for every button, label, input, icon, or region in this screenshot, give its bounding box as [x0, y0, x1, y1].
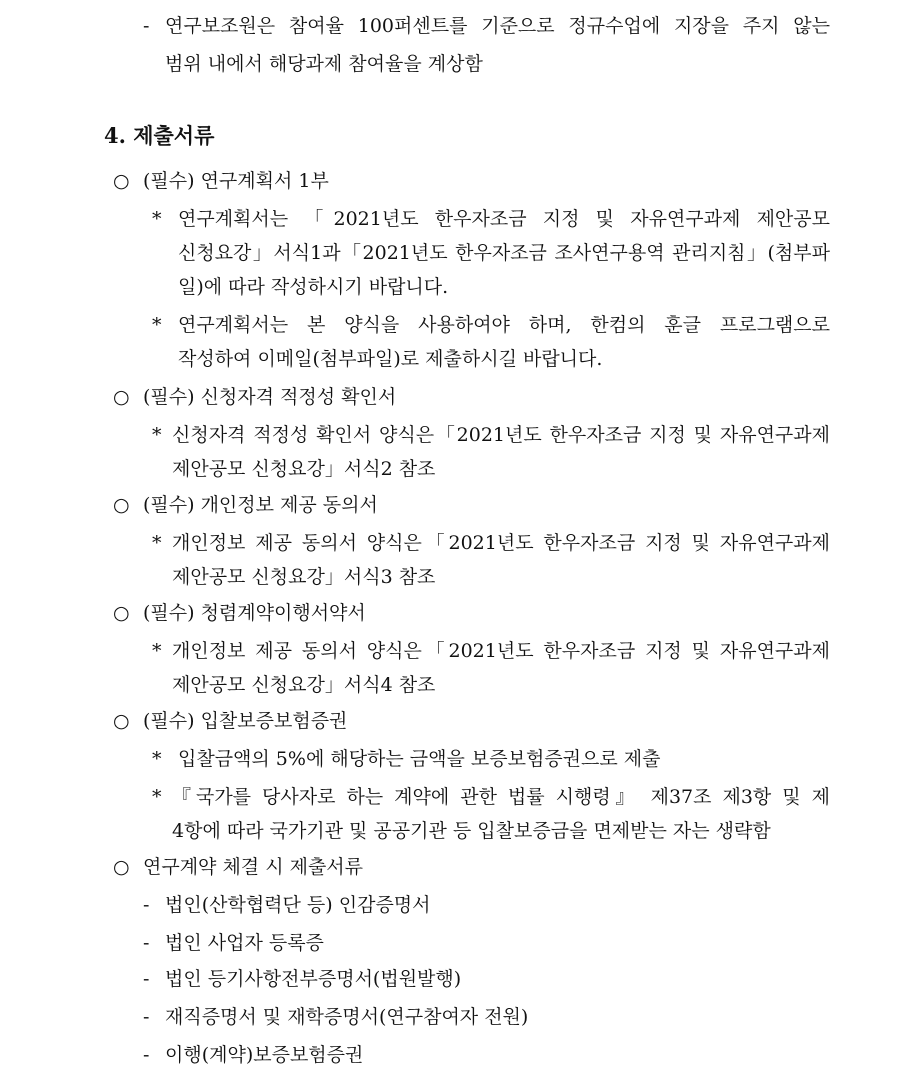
item-bullet: ○	[113, 710, 130, 732]
note-mark: *	[152, 208, 162, 230]
item-title-privacy-consent: (필수) 개인정보 제공 동의서	[143, 494, 378, 516]
item-title-integrity-pledge: (필수) 청렴계약이행서약서	[143, 602, 366, 624]
note-mark: *	[152, 786, 162, 808]
note-line: 신청요강」서식1과「2021년도 한우자조금 조사연구용역 관리지침」(첨부파	[178, 242, 830, 264]
item-title-research-plan: (필수) 연구계획서 1부	[143, 170, 329, 192]
note-line: 개인정보 제공 동의서 양식은「2021년도 한우자조금 지정 및 자유연구과제	[172, 532, 830, 554]
dash-item: 재직증명서 및 재학증명서(연구참여자 전원)	[165, 1006, 529, 1028]
dash-mark: -	[143, 932, 150, 954]
note-line: 작성하여 이메일(첨부파일)로 제출하시길 바랍니다.	[178, 348, 603, 370]
intro-dash: -	[143, 15, 150, 37]
note-line: 개인정보 제공 동의서 양식은「2021년도 한우자조금 지정 및 자유연구과제	[172, 640, 830, 662]
note-line: 4항에 따라 국가기관 및 공공기관 등 입찰보증금을 면제받는 자는 생략함	[172, 820, 771, 842]
dash-item: 법인 사업자 등록증	[165, 932, 324, 954]
note-mark: *	[152, 748, 162, 770]
item-bullet: ○	[113, 856, 130, 878]
note-mark: *	[152, 314, 162, 336]
note-mark: *	[152, 532, 162, 554]
note-mark: *	[152, 424, 162, 446]
item-bullet: ○	[113, 494, 130, 516]
section-title: 4. 제출서류	[104, 123, 215, 148]
note-line: 연구계획서는 본 양식을 사용하여야 하며, 한컴의 훈글 프로그램으로	[178, 314, 830, 336]
intro-line-1: 연구보조원은 참여율 100퍼센트를 기준으로 정규수업에 지장을 주지 않는	[165, 15, 830, 37]
intro-line-2: 범위 내에서 해당과제 참여율을 계상함	[165, 53, 483, 75]
item-bullet: ○	[113, 602, 130, 624]
dash-mark: -	[143, 968, 150, 990]
note-line: 제안공모 신청요강」서식3 참조	[172, 566, 436, 588]
dash-mark: -	[143, 1044, 150, 1066]
note-line: 제안공모 신청요강」서식4 참조	[172, 674, 436, 696]
item-title-bid-bond: (필수) 입찰보증보험증권	[143, 710, 348, 732]
note-line: 신청자격 적정성 확인서 양식은「2021년도 한우자조금 지정 및 자유연구과제	[172, 424, 830, 446]
note-line: 입찰금액의 5%에 해당하는 금액을 보증보험증권으로 제출	[178, 748, 661, 770]
dash-mark: -	[143, 894, 150, 916]
note-line: 연구계획서는 「2021년도 한우자조금 지정 및 자유연구과제 제안공모	[178, 208, 830, 230]
dash-item: 이행(계약)보증보험증권	[165, 1044, 364, 1066]
note-line: 『국가를 당사자로 하는 계약에 관한 법률 시행령』 제37조 제3항 및 제	[172, 786, 830, 808]
note-line: 일)에 따라 작성하시기 바랍니다.	[178, 276, 449, 298]
item-bullet: ○	[113, 170, 130, 192]
dash-mark: -	[143, 1006, 150, 1028]
item-title-contract-documents: 연구계약 체결 시 제출서류	[143, 856, 364, 878]
item-title-eligibility: (필수) 신청자격 적정성 확인서	[143, 386, 397, 408]
note-line: 제안공모 신청요강」서식2 참조	[172, 458, 436, 480]
note-mark: *	[152, 640, 162, 662]
item-bullet: ○	[113, 386, 130, 408]
dash-item: 법인(산학협력단 등) 인감증명서	[165, 894, 431, 916]
dash-item: 법인 등기사항전부증명서(법원발행)	[165, 968, 462, 990]
